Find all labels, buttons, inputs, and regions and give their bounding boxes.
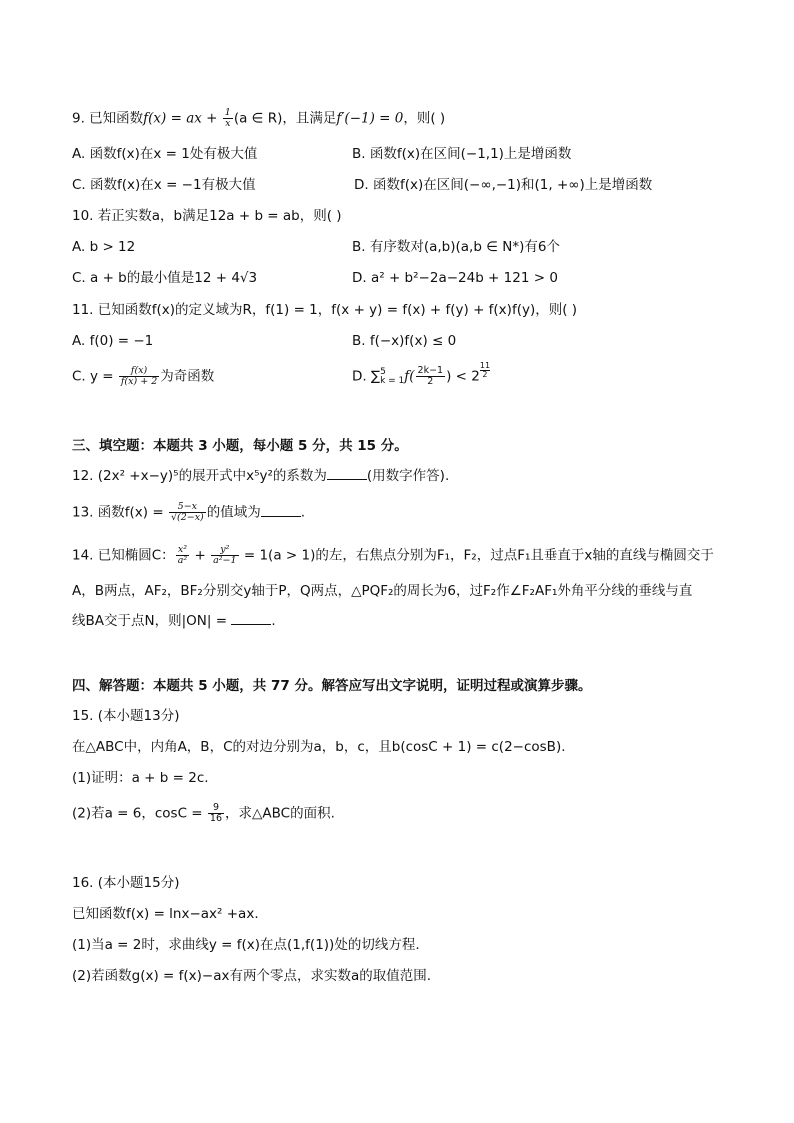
q15-line-3	[72, 803, 335, 824]
q14-text-3: 线BA交于点N，则|ON| =	[72, 613, 232, 629]
q16-line-1: 已知函数f(x) = lnx−ax² +ax.	[72, 906, 259, 922]
q11-c-num: f(x)	[119, 366, 159, 377]
q11-c-pre: C. y =	[72, 368, 118, 385]
q13-answer-blank[interactable]	[261, 504, 301, 517]
q11-d-frac	[416, 366, 446, 387]
q11-d-sup: 5	[380, 366, 386, 377]
q11-c-den: f(x) + 2	[120, 376, 158, 387]
q10-option-a: A. b > 12	[72, 239, 136, 255]
q11-d-post: ) < 2	[446, 368, 480, 385]
q11-d-exp-den: 2	[482, 370, 488, 379]
q13-num: 5−x	[169, 502, 206, 513]
q14-line-1	[72, 545, 714, 566]
q11-c-frac	[119, 366, 159, 387]
q14-frac-1-num: x²	[176, 545, 189, 556]
q16-title: 16. (本小题15分)	[72, 875, 180, 891]
q11-d-limits	[380, 368, 404, 386]
q13-den: √(2−x)	[170, 512, 204, 523]
q14-line-2: A，B两点，AF₂，BF₂分别交y轴于P，Q两点，△PQF₂的周长为6，过F₂作∠F₂AF₁外角平分线的垂线与直	[72, 583, 693, 599]
q13-end: .	[300, 504, 306, 521]
q14-frac-2-den: a²−1	[213, 555, 237, 566]
q14-frac-1-den: a²	[177, 555, 188, 566]
q12-text-end: (用数字作答).	[366, 468, 450, 484]
q11-option-a: A. f(0) = −1	[72, 333, 154, 349]
q9-frac	[223, 108, 233, 129]
q9-frac-num: 1	[224, 107, 231, 118]
q15-frac	[208, 803, 224, 824]
q14-line-3	[72, 611, 276, 631]
q9-frac-den: x	[225, 118, 231, 129]
q11-c-post: 为奇函数	[160, 368, 215, 385]
q11-d-num: 2k−1	[417, 365, 444, 376]
section-4-heading: 四、解答题：本题共 5 小题，共 77 分。解答应写出文字说明，证明过程或演算步骤。	[72, 678, 592, 694]
q10-option-c: C. a + b的最小值是12 + 4√3	[72, 270, 258, 286]
q14-text-2: = 1(a > 1)的左，右焦点分别为F₁，F₂，过点F₁且垂直于x轴的直线与椭圆交于	[239, 547, 714, 564]
q16-line-2: (1)当a = 2时，求曲线y = f(x)在点(1,f(1))处的切线方程.	[72, 937, 420, 953]
q15-text-2: ，求△ABC的面积.	[225, 805, 335, 822]
q15-frac-den: 16	[209, 813, 223, 824]
q13	[72, 502, 305, 523]
q13-text-2: 的值域为	[206, 504, 261, 521]
q9-func: f(x) = ax +	[143, 110, 222, 127]
q11-option-d	[352, 361, 491, 387]
q12	[72, 466, 449, 486]
q15-text: (2)若a = 6，cosC =	[72, 805, 207, 822]
q14-text: 14. 已知椭圆C：	[72, 547, 175, 564]
q15-line-1: 在△ABC中，内角A，B，C的对边分别为a，b，c，且b(cosC + 1) = c(2−cosB).	[72, 739, 566, 755]
q14-frac-2	[211, 545, 238, 566]
q9-stem-text-3: ，则( )	[403, 110, 446, 127]
q9-option-a: A. 函数f(x)在x = 1处有极大值	[72, 146, 258, 162]
q9-cond: f′(−1) = 0	[336, 110, 404, 127]
q11-d-sum: D. ∑	[352, 368, 381, 385]
q11-stem: 11. 已知函数f(x)的定义域为R，f(1) = 1，f(x + y) = f(x) + f(y) + f(x)f(y)，则( )	[72, 302, 578, 318]
q9-stem-text-2: (a ∈ R)，且满足	[233, 110, 337, 127]
q9-option-c: C. 函数f(x)在x = −1有极大值	[72, 177, 256, 193]
q15-frac-num: 9	[208, 803, 224, 814]
q14-frac-1	[176, 545, 189, 566]
q10-stem: 10. 若正实数a，b满足12a + b = ab，则( )	[72, 208, 342, 224]
q12-answer-blank[interactable]	[327, 467, 367, 480]
q15-line-2: (1)证明：a + b = 2c.	[72, 770, 209, 786]
q13-text: 13. 函数f(x) =	[72, 504, 168, 521]
q11-d-den: 2	[427, 376, 434, 387]
q11-option-b: B. f(−x)f(x) ≤ 0	[352, 333, 457, 349]
q12-text: 12. (2x² +x−y)⁵的展开式中x⁵y²的系数为	[72, 468, 327, 484]
q15-title: 15. (本小题13分)	[72, 708, 180, 724]
q13-frac	[169, 502, 206, 523]
section-3-heading: 三、填空题：本题共 3 小题，每小题 5 分，共 15 分。	[72, 438, 408, 454]
q11-d-sub: k = 1	[380, 375, 405, 386]
q9-option-b: B. 函数f(x)在区间(−1,1)上是增函数	[352, 146, 572, 162]
q14-answer-blank[interactable]	[231, 612, 271, 625]
q9-option-d: D. 函数f(x)在区间(−∞,−1)和(1, +∞)上是增函数	[354, 177, 653, 193]
q11-d-exp	[480, 362, 490, 379]
q16-line-3: (2)若函数g(x) = f(x)−ax有两个零点，求实数a的取值范围.	[72, 968, 432, 984]
q14-plus: +	[190, 547, 211, 564]
q9-stem-text: 9. 已知函数	[72, 110, 144, 127]
q11-d-exp-num: 11	[479, 361, 491, 370]
q10-option-b: B. 有序数对(a,b)(a,b ∈ N*)有6个	[352, 239, 560, 255]
q11-d-f: f(	[404, 368, 415, 385]
q11-option-c	[72, 366, 214, 387]
q10-option-d: D. a² + b²−2a−24b + 121 > 0	[352, 270, 558, 286]
q14-frac-2-num: y²	[211, 545, 238, 556]
q14-end: .	[271, 613, 276, 629]
q9-stem	[72, 108, 445, 129]
